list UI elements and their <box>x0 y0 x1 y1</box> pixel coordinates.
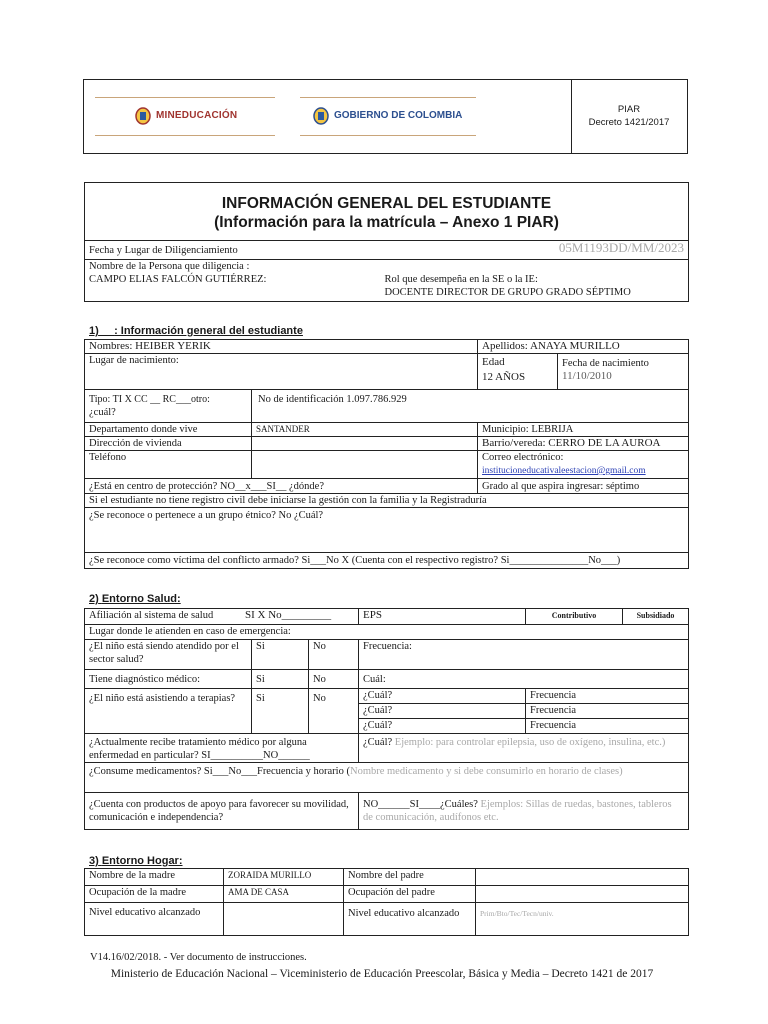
section3-heading <box>89 855 183 867</box>
medicamentos-label: ¿Consume medicamentos? Si___No___Frecuencia y horario ( <box>89 766 350 777</box>
persona-label: Nombre de la Persona que diligencia : <box>89 261 250 272</box>
tratamiento-ejemplo: Ejemplo: para controlar epilepsia, uso de oxígeno, insulina, etc.) <box>394 737 666 748</box>
piar-label: PIAR <box>617 104 641 115</box>
terapia3-cual: ¿Cuál? <box>359 719 526 734</box>
fecha-nac-value: 11/10/2010 <box>562 370 612 382</box>
tratamiento-cual: ¿Cuál? <box>363 737 393 748</box>
atendido-no: No <box>309 640 359 670</box>
municipio: Municipio: LEBRIJA <box>478 423 689 437</box>
rol-label: Rol que desempeña en la SE o la IE: <box>384 274 538 285</box>
terapias-si: Si <box>252 689 309 734</box>
madre-label: Nombre de la madre <box>85 869 224 886</box>
fecha-label: Fecha y Lugar de Diligenciamiento <box>89 244 238 256</box>
terapias-cell: ¿El niño está asistiendo a terapias? <box>85 689 252 734</box>
section1-heading <box>89 325 303 337</box>
mineducacion-logo <box>95 97 275 137</box>
header-divider <box>571 79 572 153</box>
logo2-text: GOBIERNO DE COLOMBIA <box>334 110 463 121</box>
atendido-frecuencia: Frecuencia: <box>359 640 689 670</box>
nivel-padre-label: Nivel educativo alcanzado <box>344 903 476 936</box>
victima-cell: ¿Se reconoce como víctima del conflicto armado? Si___No X (Cuenta con el respectivo registro? Si_______________No___) <box>85 553 689 569</box>
atendido-si: Si <box>252 640 309 670</box>
no-identificacion: No de identificación 1.097.786.929 <box>252 390 689 423</box>
gobierno-logo <box>300 97 476 137</box>
afiliacion-label: Afiliación al sistema de salud <box>89 610 214 621</box>
nombres-cell: Nombres: HEIBER YERIK <box>85 340 478 354</box>
title-line2: (Información para la matrícula – Anexo 1 PIAR) <box>214 213 559 231</box>
subsidiado-label: Subsidiado <box>623 609 689 625</box>
ocup-madre-value: AMA DE CASA <box>224 886 344 903</box>
correo-value[interactable]: institucioneducativaleestacion@gmail.com <box>482 466 646 476</box>
colombia-seal-icon <box>135 107 151 125</box>
persona-value: CAMPO ELIAS FALCÓN GUTIÉRREZ: <box>89 274 267 285</box>
diagnostico-cell: Tiene diagnóstico médico: <box>85 670 252 689</box>
tipo-cual: ¿cuál? <box>89 407 116 418</box>
apoyo-cell: ¿Cuenta con productos de apoyo para favorecer su movilidad, comunicación e independencia? <box>85 793 359 830</box>
terapia2-frecuencia: Frecuencia <box>526 704 689 719</box>
direccion-label: Dirección de vivienda <box>85 437 252 451</box>
section1-title: : Información general del estudiante <box>114 325 303 337</box>
eps-label: EPS <box>359 609 526 625</box>
depto-value: SANTANDER <box>252 423 478 437</box>
padre-label: Nombre del padre <box>344 869 476 886</box>
grado-cell: Grado al que aspira ingresar: séptimo <box>478 479 689 494</box>
correo-label: Correo electrónico: <box>482 452 564 463</box>
nivel-madre-label: Nivel educativo alcanzado <box>85 903 224 936</box>
section1-table <box>84 339 689 569</box>
section2-heading <box>89 593 181 605</box>
terapias-no: No <box>309 689 359 734</box>
section3-number: 3) <box>89 855 99 867</box>
diagnostico-si: Si <box>252 670 309 689</box>
section2-table <box>84 608 689 830</box>
telefono-label: Teléfono <box>85 451 252 479</box>
version-text: V14.16/02/2018. - Ver documento de instrucciones. <box>90 952 307 963</box>
apoyo-ejemplo: Ejemplos: Sillas de ruedas, bastones, tableros de comunicación, audífonos etc. <box>363 799 672 823</box>
depto-label: Departamento donde vive <box>85 423 252 437</box>
section2-number: 2) <box>89 593 99 605</box>
edad-label: Edad <box>482 356 505 368</box>
section3-title: Entorno Hogar: <box>101 855 183 867</box>
proteccion-cell: ¿Está en centro de protección? NO__x___SI__ ¿dónde? <box>85 479 478 494</box>
tratamiento-cell: ¿Actualmente recibe tratamiento médico por alguna enfermedad en particular? SI__________NO______ <box>85 734 359 763</box>
fecha-value: 05M1193DD/MM/2023 <box>558 240 685 255</box>
ocup-madre-label: Ocupación de la madre <box>85 886 224 903</box>
lugar-nacimiento-cell: Lugar de nacimiento: <box>85 354 478 390</box>
decreto-label: Decreto 1421/2017 <box>588 117 670 128</box>
terapia1-frecuencia: Frecuencia <box>526 689 689 704</box>
medicamentos-ejemplo: Nombre medicamento y si debe consumirlo en horario de clases) <box>349 766 623 777</box>
etnico-cell: ¿Se reconoce o pertenece a un grupo étnico? No ¿Cuál? <box>85 508 689 553</box>
terapia2-cual: ¿Cuál? <box>359 704 526 719</box>
afiliacion-si-no: SI X No_________ <box>245 609 332 621</box>
fecha-nac-label: Fecha de nacimiento <box>562 358 649 369</box>
title-table <box>84 182 689 302</box>
rol-value: DOCENTE DIRECTOR DE GRUPO GRADO SÉPTIMO <box>384 287 631 298</box>
registro-cell: Si el estudiante no tiene registro civil debe iniciarse la gestión con la familia y la Registraduría <box>85 494 689 508</box>
terapia1-cual: ¿Cuál? <box>359 689 526 704</box>
section2-title: Entorno Salud: <box>101 593 181 605</box>
edad-value: 12 AÑOS <box>482 371 526 383</box>
contributivo-label: Contributivo <box>526 609 623 625</box>
colombia-seal-icon <box>313 107 329 125</box>
terapia3-frecuencia: Frecuencia <box>526 719 689 734</box>
ocup-padre-label: Ocupación del padre <box>344 886 476 903</box>
section3-table <box>84 868 689 936</box>
tipo-documento: Tipo: TI X CC __ RC___otro: <box>89 394 210 405</box>
diagnostico-no: No <box>309 670 359 689</box>
diagnostico-cual: Cuál: <box>359 670 689 689</box>
apellidos-cell: Apellidos: ANAYA MURILLO <box>478 340 689 354</box>
barrio: Barrio/vereda: CERRO DE LA AUROA <box>478 437 689 451</box>
emergencia-cell: Lugar donde le atienden en caso de emergencia: <box>85 625 689 640</box>
logo1-text: MINEDUCACIÓN <box>156 110 238 121</box>
nivel-hint: Prim/Bto/Tec/Tecn/univ. <box>476 903 689 936</box>
madre-value: ZORAIDA MURILLO <box>224 869 344 886</box>
section1-number: 1) <box>89 325 99 337</box>
atendido-cell: ¿El niño está siendo atendido por el sector salud? <box>85 640 252 670</box>
ministerio-text: Ministerio de Educación Nacional – Viceministerio de Educación Preescolar, Básica y Media – Decreto 1421 de 2017 <box>110 968 654 980</box>
title-line1: INFORMACIÓN GENERAL DEL ESTUDIANTE <box>221 194 552 212</box>
apoyo-respuesta: NO______SI____¿Cuáles? <box>363 799 478 810</box>
